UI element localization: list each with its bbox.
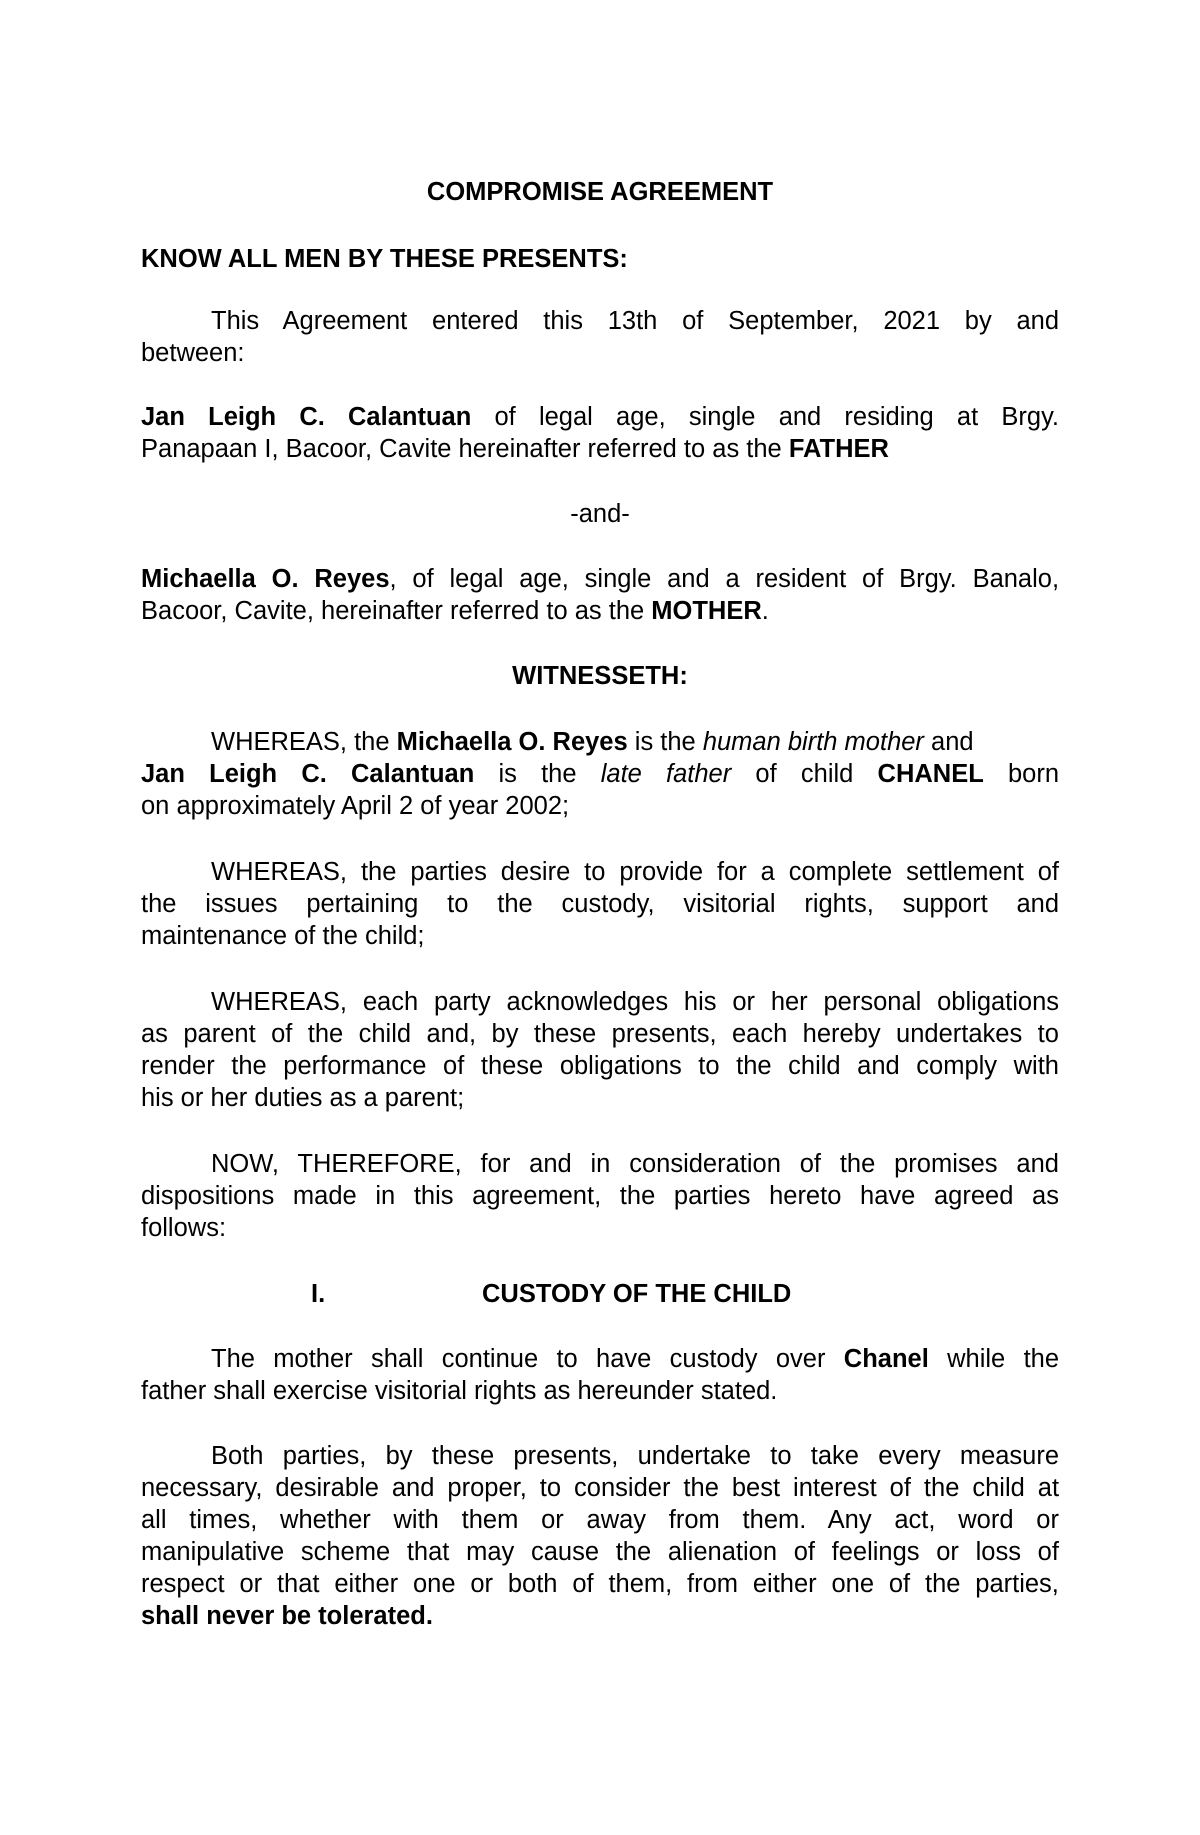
whereas-1-late-father: late father bbox=[600, 760, 732, 788]
word: at bbox=[956, 403, 979, 431]
custody-p2-line-4 bbox=[141, 1536, 1059, 1568]
word: single bbox=[688, 403, 756, 431]
word: WHEREAS, bbox=[211, 858, 348, 886]
word: parties bbox=[673, 1182, 751, 1210]
word: either bbox=[752, 1570, 817, 1598]
word: settlement bbox=[906, 858, 1024, 886]
word: undertakes bbox=[896, 1020, 1023, 1048]
word: at bbox=[1037, 1474, 1060, 1502]
word: child bbox=[358, 1020, 412, 1048]
word: child bbox=[972, 1474, 1025, 1502]
custody-child-name: Chanel bbox=[843, 1345, 929, 1373]
word: parties, bbox=[282, 1442, 367, 1470]
word: of bbox=[889, 1474, 911, 1502]
whereas-1-father-name: C. bbox=[301, 760, 327, 788]
word: age, bbox=[616, 403, 666, 431]
word: to bbox=[1037, 1020, 1059, 1048]
word: the bbox=[1023, 1345, 1060, 1373]
word: promises bbox=[894, 1150, 998, 1178]
word: and bbox=[391, 1474, 435, 1502]
mother-line-2 bbox=[141, 595, 1059, 627]
word: parties bbox=[410, 858, 487, 886]
word: agreed bbox=[933, 1182, 1014, 1210]
word: obligations bbox=[937, 988, 1060, 1016]
whereas-1-word: born bbox=[1007, 760, 1060, 788]
word: take bbox=[810, 1442, 859, 1470]
whereas-1-child-name: CHANEL bbox=[877, 760, 984, 788]
whereas-2-line-3: maintenance of the child; bbox=[141, 922, 425, 950]
word: to bbox=[698, 1052, 720, 1080]
word: feelings bbox=[831, 1538, 920, 1566]
word: residing bbox=[844, 403, 934, 431]
mother-name-word: O. bbox=[271, 565, 299, 593]
word: entered bbox=[432, 307, 519, 335]
word: THEREFORE, bbox=[297, 1150, 462, 1178]
word: provide bbox=[619, 858, 704, 886]
word: parent bbox=[183, 1020, 256, 1048]
word: pertaining bbox=[306, 890, 419, 918]
word: or bbox=[732, 988, 755, 1016]
word: one bbox=[831, 1570, 875, 1598]
word: consideration bbox=[629, 1150, 781, 1178]
whereas-3-line-1 bbox=[141, 986, 1059, 1018]
word: and, bbox=[426, 1020, 477, 1048]
word: with bbox=[393, 1506, 439, 1534]
word: for bbox=[480, 1150, 511, 1178]
word: from bbox=[687, 1570, 739, 1598]
whereas-1-father-name: Calantuan bbox=[351, 760, 475, 788]
whereas-3-line-3 bbox=[141, 1050, 1059, 1082]
witnesseth-heading: WITNESSETH: bbox=[512, 662, 688, 690]
document-title: COMPROMISE AGREEMENT bbox=[426, 178, 774, 206]
mother-line-1-rest bbox=[390, 565, 1060, 593]
word: of bbox=[888, 1570, 911, 1598]
whereas-1-text: WHEREAS, the bbox=[211, 728, 397, 756]
father-name-word: Jan bbox=[141, 403, 185, 431]
word: the bbox=[231, 1052, 267, 1080]
word: over bbox=[775, 1345, 826, 1373]
whereas-3-line-2 bbox=[141, 1018, 1059, 1050]
word: by bbox=[964, 307, 992, 335]
word: and bbox=[778, 403, 822, 431]
word: Agreement bbox=[282, 307, 408, 335]
word: of bbox=[1037, 858, 1059, 886]
mother-role: MOTHER bbox=[651, 597, 762, 625]
whereas-1-text: is the bbox=[627, 728, 703, 756]
mother-name-word: Reyes bbox=[314, 565, 390, 593]
word: while bbox=[947, 1345, 1006, 1373]
word: the bbox=[141, 890, 177, 918]
word: to bbox=[447, 890, 469, 918]
word: every bbox=[878, 1442, 941, 1470]
word: dispositions bbox=[141, 1182, 275, 1210]
custody-p2-line-1 bbox=[141, 1440, 1059, 1472]
word: desirable bbox=[275, 1474, 379, 1502]
word: and bbox=[857, 1052, 900, 1080]
mother-line-2-end: . bbox=[761, 597, 769, 625]
word: as bbox=[141, 1020, 168, 1048]
word: consider bbox=[574, 1474, 671, 1502]
word: issues bbox=[205, 890, 278, 918]
word: Brgy. bbox=[1001, 403, 1060, 431]
word: and bbox=[529, 1150, 572, 1178]
whereas-1-mother-name: Michaella O. Reyes bbox=[396, 728, 628, 756]
mother-name-word: Michaella bbox=[141, 565, 256, 593]
word: Brgy. bbox=[899, 565, 957, 593]
intro-line-1 bbox=[141, 305, 1059, 337]
word: visitorial bbox=[683, 890, 776, 918]
word: render bbox=[141, 1052, 215, 1080]
word: whether bbox=[280, 1506, 371, 1534]
word: made bbox=[292, 1182, 357, 1210]
word: from bbox=[668, 1506, 720, 1534]
word: performance bbox=[283, 1052, 427, 1080]
now-therefore-line-2 bbox=[141, 1180, 1059, 1212]
word: agreement, bbox=[472, 1182, 602, 1210]
word: and bbox=[1016, 1150, 1059, 1178]
word: this bbox=[413, 1182, 454, 1210]
word: Banalo, bbox=[972, 565, 1060, 593]
opening-clause: KNOW ALL MEN BY THESE PRESENTS: bbox=[141, 245, 628, 273]
custody-p2-line-5 bbox=[141, 1568, 1059, 1600]
word: in bbox=[590, 1150, 611, 1178]
word: times, bbox=[189, 1506, 258, 1534]
word: for bbox=[716, 858, 747, 886]
word: by bbox=[385, 1442, 413, 1470]
word: them, bbox=[608, 1570, 673, 1598]
word: the bbox=[497, 890, 533, 918]
custody-p2-line-2 bbox=[141, 1472, 1059, 1504]
whereas-1-father-name: Jan bbox=[141, 760, 185, 788]
word: scheme bbox=[300, 1538, 391, 1566]
whereas-2-line-1 bbox=[141, 856, 1059, 888]
word: or bbox=[470, 1570, 494, 1598]
father-line-1-rest bbox=[494, 403, 1059, 431]
word: undertake bbox=[637, 1442, 751, 1470]
word: support bbox=[902, 890, 988, 918]
word: to bbox=[584, 858, 606, 886]
word: both bbox=[507, 1570, 558, 1598]
custody-p2-line-3 bbox=[141, 1504, 1059, 1536]
word: of bbox=[799, 1150, 821, 1178]
word: single bbox=[584, 565, 652, 593]
word: the bbox=[307, 1020, 344, 1048]
word: continue bbox=[441, 1345, 539, 1373]
word: the bbox=[683, 1474, 719, 1502]
word: to bbox=[770, 1442, 792, 1470]
now-therefore-line-3: follows: bbox=[141, 1214, 227, 1242]
father-name-word: Leigh bbox=[208, 403, 277, 431]
custody-p1-line-2: father shall exercise visitorial rights as hereunder stated. bbox=[141, 1377, 778, 1405]
word: these bbox=[480, 1052, 544, 1080]
word: the bbox=[619, 1182, 656, 1210]
custody-p1-words bbox=[211, 1345, 825, 1373]
word: of bbox=[793, 1538, 815, 1566]
word: with bbox=[1013, 1052, 1059, 1080]
word: comply bbox=[916, 1052, 998, 1080]
intro-line-2: between: bbox=[141, 339, 245, 367]
word: the bbox=[923, 1474, 960, 1502]
word: custody bbox=[669, 1345, 758, 1373]
word: loss bbox=[975, 1538, 1021, 1566]
custody-p1-words bbox=[947, 1345, 1059, 1373]
word: and bbox=[1016, 890, 1060, 918]
whereas-1-line-3: on approximately April 2 of year 2002; bbox=[141, 792, 570, 820]
word: of bbox=[682, 307, 704, 335]
word: Both bbox=[211, 1442, 264, 1470]
word: that bbox=[276, 1570, 320, 1598]
word: each bbox=[731, 1020, 788, 1048]
custody-p2-line-6: shall never be tolerated. bbox=[141, 1602, 433, 1630]
word: measure bbox=[959, 1442, 1060, 1470]
word: presents, bbox=[611, 1020, 717, 1048]
word: proper, bbox=[447, 1474, 527, 1502]
whereas-2-line-2 bbox=[141, 888, 1059, 920]
father-role: FATHER bbox=[788, 435, 889, 463]
word: WHEREAS, bbox=[211, 988, 348, 1016]
word: party bbox=[433, 988, 491, 1016]
whereas-1-line-2 bbox=[141, 758, 1059, 790]
word: Any bbox=[827, 1506, 872, 1534]
word: may bbox=[466, 1538, 515, 1566]
word: hereby bbox=[802, 1020, 881, 1048]
word: the bbox=[615, 1538, 652, 1566]
section-1-title: CUSTODY OF THE CHILD bbox=[482, 1280, 792, 1308]
word: the bbox=[360, 858, 397, 886]
father-line-1 bbox=[141, 401, 1059, 433]
word: them bbox=[461, 1506, 519, 1534]
word: child bbox=[788, 1052, 841, 1080]
whereas-1-word: the bbox=[541, 760, 577, 788]
word: mother bbox=[273, 1345, 353, 1373]
word: of bbox=[271, 1020, 293, 1048]
word: presents, bbox=[513, 1442, 619, 1470]
word: hereto bbox=[769, 1182, 842, 1210]
word: manipulative bbox=[141, 1538, 285, 1566]
word: legal bbox=[538, 403, 593, 431]
word: a bbox=[725, 565, 740, 593]
word: each bbox=[362, 988, 419, 1016]
word: word bbox=[958, 1506, 1014, 1534]
word: of bbox=[1037, 1538, 1059, 1566]
custody-p1-line-1 bbox=[141, 1343, 1059, 1375]
word: to bbox=[539, 1474, 562, 1502]
word: have bbox=[860, 1182, 916, 1210]
word: of bbox=[862, 565, 884, 593]
father-line-2-text: Panapaan I, Bacoor, Cavite hereinafter referred to as the bbox=[141, 435, 789, 463]
word: age, bbox=[519, 565, 569, 593]
word: legal bbox=[449, 565, 504, 593]
word: acknowledges bbox=[506, 988, 669, 1016]
word: her bbox=[770, 988, 808, 1016]
father-name-word: Calantuan bbox=[348, 403, 472, 431]
word: alienation bbox=[667, 1538, 777, 1566]
word: 13th bbox=[607, 307, 658, 335]
and-separator: -and- bbox=[570, 500, 630, 528]
word: or bbox=[1036, 1506, 1059, 1534]
now-therefore-line-1 bbox=[141, 1148, 1059, 1180]
word: as bbox=[1032, 1182, 1059, 1210]
word: and bbox=[1016, 307, 1060, 335]
mother-line-1 bbox=[141, 563, 1059, 595]
word: complete bbox=[788, 858, 893, 886]
word: cause bbox=[530, 1538, 599, 1566]
word: obligations bbox=[559, 1052, 682, 1080]
word: NOW, bbox=[211, 1150, 279, 1178]
word: have bbox=[596, 1345, 652, 1373]
word: , bbox=[389, 565, 397, 593]
word: either bbox=[334, 1570, 399, 1598]
mother-line-2-text: Bacoor, Cavite, hereinafter referred to as the bbox=[141, 597, 652, 625]
word: all bbox=[141, 1506, 167, 1534]
word: that bbox=[406, 1538, 450, 1566]
word: of bbox=[412, 565, 434, 593]
word: personal bbox=[823, 988, 922, 1016]
word: the bbox=[924, 1570, 961, 1598]
word: by bbox=[491, 1020, 519, 1048]
word: these bbox=[431, 1442, 495, 1470]
word: his bbox=[683, 988, 717, 1016]
word: the bbox=[736, 1052, 772, 1080]
word: and bbox=[667, 565, 710, 593]
whereas-3-line-4: his or her duties as a parent; bbox=[141, 1084, 465, 1112]
whereas-1-line-1 bbox=[141, 726, 1059, 758]
word: this bbox=[543, 307, 583, 335]
word: of bbox=[494, 403, 516, 431]
word: rights, bbox=[804, 890, 874, 918]
section-1-number: I. bbox=[311, 1280, 326, 1308]
whereas-1-father-name: Leigh bbox=[209, 760, 278, 788]
whereas-1-word: is bbox=[498, 760, 517, 788]
word: interest bbox=[793, 1474, 877, 1502]
word: or bbox=[541, 1506, 564, 1534]
word: respect bbox=[141, 1570, 225, 1598]
word: desire bbox=[500, 858, 571, 886]
word: them. bbox=[742, 1506, 807, 1534]
word: a bbox=[760, 858, 775, 886]
word: away bbox=[586, 1506, 647, 1534]
word: custody, bbox=[561, 890, 655, 918]
whereas-1-word: of bbox=[755, 760, 777, 788]
whereas-1-word: child bbox=[800, 760, 854, 788]
word: in bbox=[375, 1182, 396, 1210]
word: one bbox=[412, 1570, 456, 1598]
father-line-2 bbox=[141, 433, 1059, 465]
whereas-1-birth-mother: human birth mother bbox=[702, 728, 924, 756]
word: best bbox=[731, 1474, 781, 1502]
word: act, bbox=[894, 1506, 936, 1534]
word: parties, bbox=[975, 1570, 1059, 1598]
word: This bbox=[211, 307, 260, 335]
word: shall bbox=[370, 1345, 424, 1373]
word: The bbox=[211, 1345, 255, 1373]
word: or bbox=[936, 1538, 959, 1566]
word: or bbox=[239, 1570, 263, 1598]
word: resident bbox=[755, 565, 847, 593]
word: September, bbox=[728, 307, 859, 335]
word: of bbox=[572, 1570, 594, 1598]
word: the bbox=[839, 1150, 876, 1178]
father-name-word: C. bbox=[299, 403, 325, 431]
word: 2021 bbox=[883, 307, 941, 335]
word: necessary, bbox=[141, 1474, 263, 1502]
word: of bbox=[443, 1052, 465, 1080]
word: these bbox=[533, 1020, 597, 1048]
whereas-1-text: and bbox=[923, 728, 974, 756]
word: to bbox=[556, 1345, 578, 1373]
